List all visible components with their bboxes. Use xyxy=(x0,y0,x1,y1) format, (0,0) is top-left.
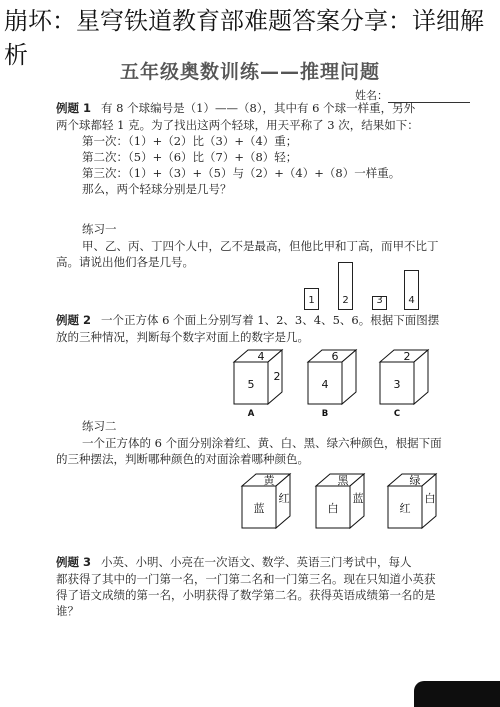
example3-label: 例题 3 xyxy=(56,555,92,569)
cube-a-top: 4 xyxy=(257,350,265,363)
number-cube-c xyxy=(380,350,428,419)
example2-line-1: 放的三种情况，判断每个数字对面上的数字是几。 xyxy=(56,330,309,344)
color-cube-1-side: 红 xyxy=(278,492,290,505)
practice1-line-0: 甲、乙、丙、丁四个人中，乙不是最高，但他比甲和丁高，而甲不比丁 xyxy=(82,239,439,253)
height-bar-2-label: 2 xyxy=(342,295,349,306)
color-cube-1-top: 黄 xyxy=(263,474,275,487)
example2-label: 例题 2 xyxy=(56,313,92,327)
number-cubes-figure xyxy=(228,348,448,420)
article-headline: 崩坏：星穹铁道教育部难题答案分享：详细解析 xyxy=(4,7,484,69)
cube-b-label: B xyxy=(321,409,329,419)
cube-a-side: 2 xyxy=(273,370,281,383)
document-title: 五年级奥数训练——推理问题 xyxy=(119,61,380,83)
practice1-line-1: 高。请说出他们各是几号。 xyxy=(56,255,194,269)
height-bar-4 xyxy=(404,270,419,310)
color-cube-2 xyxy=(316,474,364,528)
example1-label: 例题 1 xyxy=(56,101,92,115)
height-bar-3-label: 3 xyxy=(376,295,383,306)
cube-b-top: 6 xyxy=(331,350,339,363)
example1-line-5: 那么，两个轻球分别是几号？ xyxy=(82,182,232,196)
cube-c-front: 3 xyxy=(393,378,401,391)
practice1-label: 练习一 xyxy=(82,222,117,236)
example1-first-line xyxy=(56,100,466,117)
example3-line-0: 小英、小明、小亮在一次语文、数学、英语三门考试中，每人 xyxy=(101,555,412,569)
color-cube-3-front: 红 xyxy=(399,502,411,515)
cube-b-front: 4 xyxy=(321,378,329,391)
color-cube-2-top: 黑 xyxy=(337,474,349,487)
example1-line-4: 第三次：（1）+（3）+（5）与（2）+（4）+（8）一样重。 xyxy=(82,166,401,180)
cube-a-label: A xyxy=(247,409,255,419)
cube-c-top: 2 xyxy=(403,350,411,363)
example3-first-line xyxy=(56,554,466,571)
height-bar-1-label: 1 xyxy=(308,295,315,306)
example2-line-0: 一个正方体 6 个面上分别写着 1、2、3、4、5、6。根据下面图摆 xyxy=(101,313,440,327)
cube-c-label: C xyxy=(393,409,401,419)
color-cube-3 xyxy=(388,474,436,528)
example1-line-0: 有 8 个球编号是（1）——（8），其中有 6 个球一样重，另外 xyxy=(101,101,416,115)
color-cube-3-side: 白 xyxy=(424,492,436,505)
example1-line-1: 两个球都轻 1 克。为了找出这两个轻球，用天平称了 3 次，结果如下： xyxy=(56,118,419,132)
color-cube-2-front: 白 xyxy=(327,502,339,515)
number-cube-b xyxy=(308,350,356,419)
example3-line-1: 都获得了其中的一门第一名，一门第二名和一门第三名。现在只知道小英获 xyxy=(56,572,436,586)
cube-a-front: 5 xyxy=(247,378,255,391)
corner-overlay xyxy=(414,681,500,707)
height-bar-2 xyxy=(338,262,353,310)
height-bar-1 xyxy=(304,288,319,310)
color-cubes-figure xyxy=(228,470,448,536)
color-cube-1 xyxy=(242,473,290,528)
color-cube-2-side: 蓝 xyxy=(352,492,364,505)
height-bar-3 xyxy=(372,296,387,310)
practice2-label: 练习二 xyxy=(82,419,117,433)
number-cube-a xyxy=(234,350,282,419)
example3-line-2: 得了语文成绩的第一名，小明获得了数学第二名。获得英语成绩第一名的是 xyxy=(56,588,436,602)
color-cube-3-top: 绿 xyxy=(409,474,421,487)
example3-line-3: 谁？ xyxy=(56,604,79,618)
name-label: 姓名： xyxy=(355,89,388,102)
practice2-line-1: 的三种摆法，判断哪种颜色的对面涂着哪种颜色。 xyxy=(56,452,309,466)
height-bar-4-label: 4 xyxy=(408,295,415,306)
example1-line-3: 第二次：（5）+（6）比（7）+（8）轻； xyxy=(82,150,298,164)
example1-line-2: 第一次：（1）+（2）比（3）+（4）重； xyxy=(82,134,298,148)
color-cube-1-front: 蓝 xyxy=(253,502,265,515)
practice2-line-0: 一个正方体的 6 个面分别涂着红、黄、白、黑、绿六种颜色，根据下面 xyxy=(82,436,442,450)
height-bars-figure xyxy=(300,254,430,310)
example2-first-line xyxy=(56,312,466,329)
